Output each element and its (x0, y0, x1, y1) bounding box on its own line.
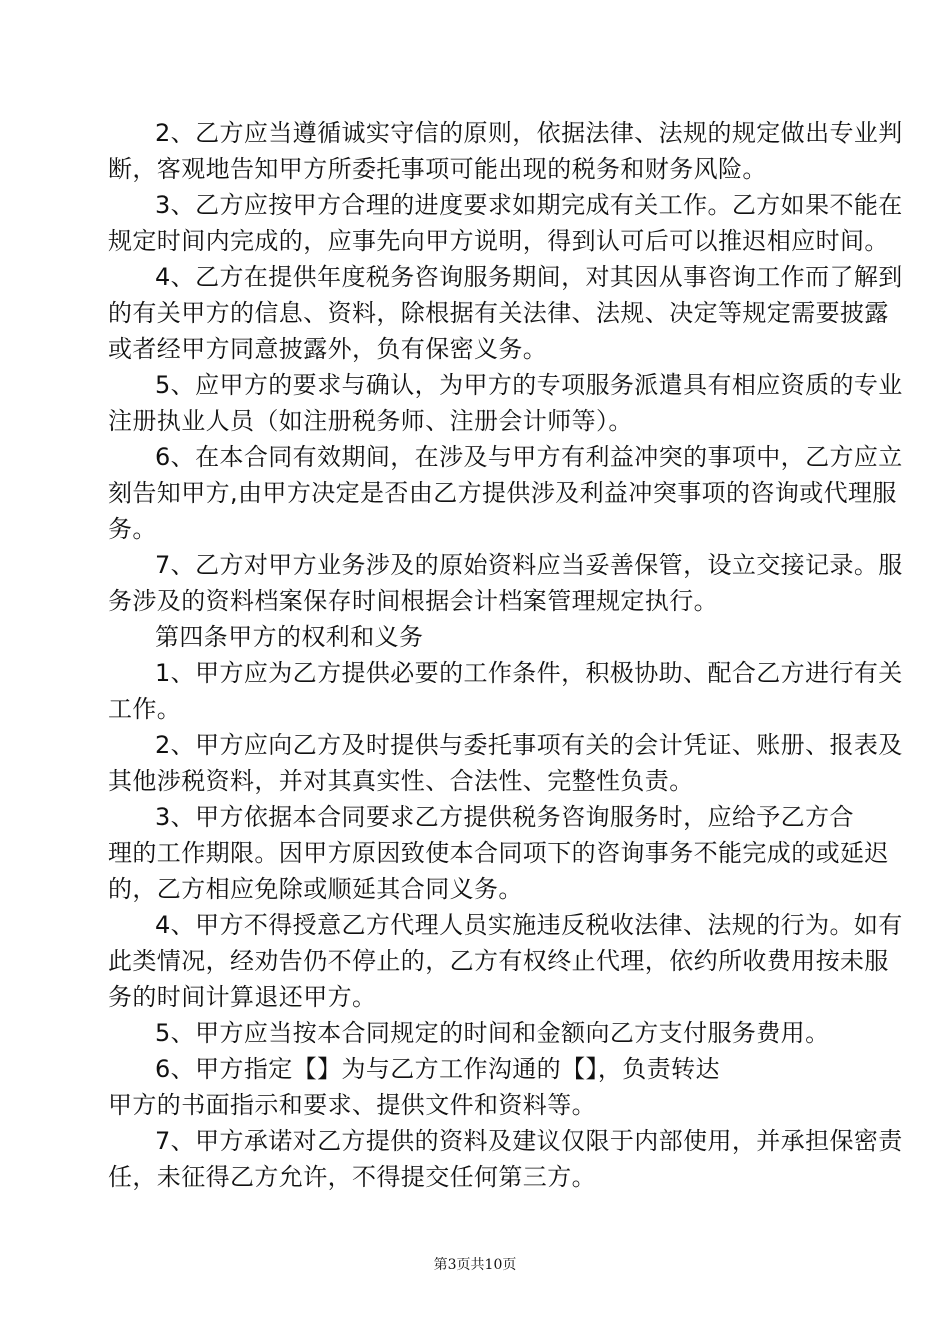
paragraph-line: 7、乙方对甲方业务涉及的原始资料应当妥善保管，设立交接记录。服 (155, 551, 903, 579)
paragraph-line: 刻告知甲方,由甲方决定是否由乙方提供涉及利益冲突事项的咨询或代理服 (108, 479, 897, 507)
paragraph-line: 4、甲方不得授意乙方代理人员实施违反税收法律、法规的行为。如有 (155, 911, 903, 939)
paragraph-line: 的，乙方相应免除或顺延其合同义务。 (108, 875, 523, 903)
paragraph-line: 务的时间计算退还甲方。 (108, 983, 377, 1011)
paragraph-line: 工作。 (108, 695, 182, 723)
paragraph-line: 任，未征得乙方允许，不得提交任何第三方。 (108, 1163, 596, 1191)
paragraph-line: 3、甲方依据本合同要求乙方提供税务咨询服务时，应给予乙方合 (155, 803, 854, 831)
paragraph-line: 7、甲方承诺对乙方提供的资料及建议仅限于内部使用，并承担保密责 (155, 1127, 903, 1155)
paragraph-line: 6、甲方指定【】为与乙方工作沟通的【】，负责转达 (155, 1055, 720, 1083)
paragraph-line: 2、乙方应当遵循诚实守信的原则，依据法律、法规的规定做出专业判 (155, 119, 903, 147)
paragraph-line: 务。 (108, 515, 157, 543)
paragraph-line: 其他涉税资料，并对其真实性、合法性、完整性负责。 (108, 767, 694, 795)
paragraph-line: 6、在本合同有效期间，在涉及与甲方有利益冲突的事项中，乙方应立 (155, 443, 903, 471)
paragraph-line: 理的工作期限。因甲方原因致使本合同项下的咨询事务不能完成的或延迟 (108, 839, 889, 867)
paragraph-line: 断，客观地告知甲方所委托事项可能出现的税务和财务风险。 (108, 155, 767, 183)
paragraph-line: 4、乙方在提供年度税务咨询服务期间，对其因从事咨询工作而了解到 (155, 263, 903, 291)
paragraph-line: 5、应甲方的要求与确认，为甲方的专项服务派遣具有相应资质的专业 (155, 371, 903, 399)
paragraph-line: 或者经甲方同意披露外，负有保密义务。 (108, 335, 548, 363)
paragraph-line: 此类情况，经劝告仍不停止的，乙方有权终止代理，依约所收费用按未服 (108, 947, 889, 975)
paragraph-line: 5、甲方应当按本合同规定的时间和金额向乙方支付服务费用。 (155, 1019, 830, 1047)
paragraph-line: 规定时间内完成的，应事先向甲方说明，得到认可后可以推迟相应时间。 (108, 227, 889, 255)
paragraph-line: 3、乙方应按甲方合理的进度要求如期完成有关工作。乙方如果不能在 (155, 191, 903, 219)
paragraph-line: 务涉及的资料档案保存时间根据会计档案管理规定执行。 (108, 587, 718, 615)
paragraph-line: 注册执业人员（如注册税务师、注册会计师等）。 (108, 407, 633, 435)
section-heading: 第四条甲方的权利和义务 (155, 623, 424, 651)
paragraph-line: 的有关甲方的信息、资料，除根据有关法律、法规、决定等规定需要披露 (108, 299, 889, 327)
page-number-footer: 第3页共10页 (433, 1257, 517, 1273)
paragraph-line: 1、甲方应为乙方提供必要的工作条件，积极协助、配合乙方进行有关 (155, 659, 903, 687)
paragraph-line: 2、甲方应向乙方及时提供与委托事项有关的会计凭证、账册、报表及 (155, 731, 903, 759)
paragraph-line: 甲方的书面指示和要求、提供文件和资料等。 (108, 1091, 596, 1119)
